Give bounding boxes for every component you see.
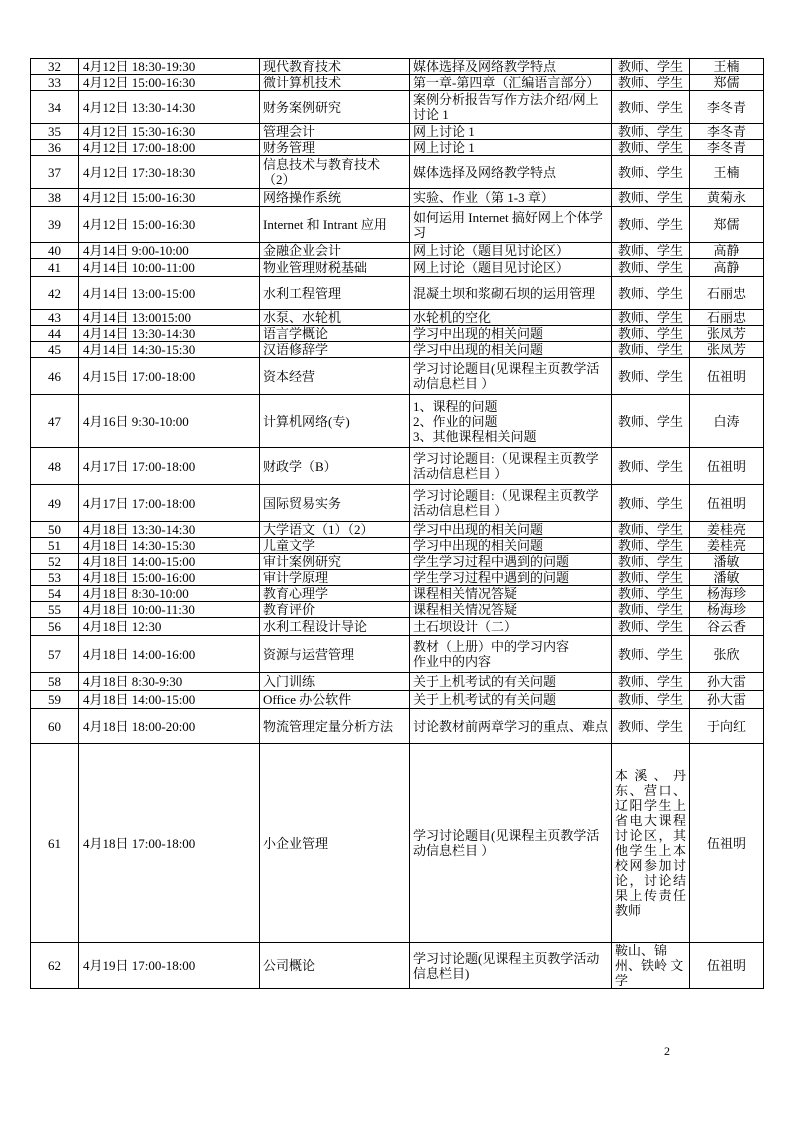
row-audience: 教师、学生 (612, 207, 690, 243)
row-audience: 教师、学生 (612, 59, 690, 75)
row-datetime: 4月12日 15:00-16:30 (79, 75, 260, 91)
row-topic: 学习中出现的相关问题 (410, 342, 612, 358)
row-audience: 教师、学生 (612, 358, 690, 395)
table-row (31, 586, 764, 602)
row-datetime: 4月17日 17:00-18:00 (79, 448, 260, 485)
row-course: 网络操作系统 (260, 189, 410, 207)
row-topic: 学生学习过程中遇到的问题 (410, 554, 612, 570)
row-audience: 教师、学生 (612, 586, 690, 602)
row-audience: 本溪、丹东、营口、辽阳学生上省电大课程讨论区，其他学生上本校网参加讨论，讨论结果上传责任教师 (612, 744, 690, 943)
table-row (31, 189, 764, 207)
row-teacher: 李冬青 (690, 140, 764, 156)
row-course: 财政学（B） (260, 448, 410, 485)
table-row (31, 358, 764, 395)
row-datetime: 4月18日 14:00-15:00 (79, 691, 260, 709)
row-audience: 教师、学生 (612, 189, 690, 207)
row-datetime: 4月18日 8:30-10:00 (79, 586, 260, 602)
row-topic: 关于上机考试的有关问题 (410, 691, 612, 709)
row-teacher: 伍祖明 (690, 744, 764, 943)
table-row (31, 156, 764, 189)
table-row (31, 277, 764, 310)
row-number: 50 (31, 522, 79, 538)
row-number: 42 (31, 277, 79, 310)
row-course: 小企业管理 (260, 744, 410, 943)
row-course: 国际贸易实务 (260, 485, 410, 522)
row-teacher: 高静 (690, 243, 764, 259)
row-course: 入门训练 (260, 673, 410, 691)
table-row (31, 522, 764, 538)
row-datetime: 4月12日 13:30-14:30 (79, 91, 260, 124)
table-row (31, 59, 764, 75)
row-datetime: 4月14日 14:30-15:30 (79, 342, 260, 358)
row-audience: 教师、学生 (612, 243, 690, 259)
row-teacher: 张欣 (690, 636, 764, 673)
row-datetime: 4月19日 17:00-18:00 (79, 943, 260, 989)
row-course: 微计算机技术 (260, 75, 410, 91)
row-topic: 实验、作业（第 1-3 章） (410, 189, 612, 207)
row-teacher: 伍祖明 (690, 485, 764, 522)
table-row (31, 538, 764, 554)
row-number: 60 (31, 709, 79, 744)
row-teacher: 伍祖明 (690, 448, 764, 485)
row-audience: 教师、学生 (612, 156, 690, 189)
table-row (31, 485, 764, 522)
row-topic: 1、课程的问题 2、作业的问题 3、其他课程相关问题 (410, 395, 612, 448)
row-teacher: 于向红 (690, 709, 764, 744)
row-course: 物流管理定量分析方法 (260, 709, 410, 744)
row-audience: 教师、学生 (612, 259, 690, 277)
table-row (31, 691, 764, 709)
table-row (31, 943, 764, 989)
table-row (31, 326, 764, 342)
row-audience: 教师、学生 (612, 140, 690, 156)
row-datetime: 4月12日 18:30-19:30 (79, 59, 260, 75)
row-course: 水泵、水轮机 (260, 310, 410, 326)
row-datetime: 4月18日 14:00-16:00 (79, 636, 260, 673)
row-course: 公司概论 (260, 943, 410, 989)
row-teacher: 石丽忠 (690, 310, 764, 326)
row-audience: 鞍山、锦州、铁岭 文学 (612, 943, 690, 989)
row-number: 62 (31, 943, 79, 989)
row-number: 35 (31, 124, 79, 140)
row-teacher: 王楠 (690, 156, 764, 189)
row-topic: 教材（上册）中的学习内容 作业中的内容 (410, 636, 612, 673)
row-number: 49 (31, 485, 79, 522)
row-teacher: 李冬青 (690, 91, 764, 124)
row-audience: 教师、学生 (612, 75, 690, 91)
row-audience: 教师、学生 (612, 522, 690, 538)
row-number: 34 (31, 91, 79, 124)
row-course: 审计学原理 (260, 570, 410, 586)
row-number: 46 (31, 358, 79, 395)
row-course: 财务案例研究 (260, 91, 410, 124)
row-number: 44 (31, 326, 79, 342)
row-number: 41 (31, 259, 79, 277)
row-audience: 教师、学生 (612, 691, 690, 709)
row-teacher: 李冬青 (690, 124, 764, 140)
row-topic: 水轮机的空化 (410, 310, 612, 326)
row-topic: 学生学习过程中遇到的问题 (410, 570, 612, 586)
row-teacher: 王楠 (690, 59, 764, 75)
row-course: Internet 和 Intrant 应用 (260, 207, 410, 243)
table-row (31, 342, 764, 358)
row-audience: 教师、学生 (612, 448, 690, 485)
row-topic: 媒体选择及网络教学特点 (410, 59, 612, 75)
row-course: 资本经营 (260, 358, 410, 395)
table-row (31, 91, 764, 124)
page-number: 2 (664, 1044, 670, 1058)
row-topic: 课程相关情况答疑 (410, 586, 612, 602)
row-topic: 网上讨论 1 (410, 140, 612, 156)
row-teacher: 姜桂亮 (690, 522, 764, 538)
row-datetime: 4月14日 13:0015:00 (79, 310, 260, 326)
row-number: 57 (31, 636, 79, 673)
row-course: 教育心理学 (260, 586, 410, 602)
row-number: 48 (31, 448, 79, 485)
row-number: 40 (31, 243, 79, 259)
table-row (31, 140, 764, 156)
row-datetime: 4月14日 13:30-14:30 (79, 326, 260, 342)
row-teacher: 石丽忠 (690, 277, 764, 310)
row-datetime: 4月18日 14:30-15:30 (79, 538, 260, 554)
row-course: 资源与运营管理 (260, 636, 410, 673)
row-number: 55 (31, 602, 79, 618)
row-course: 儿童文学 (260, 538, 410, 554)
row-datetime: 4月15日 17:00-18:00 (79, 358, 260, 395)
row-number: 52 (31, 554, 79, 570)
row-topic: 网上讨论（题目见讨论区） (410, 259, 612, 277)
row-datetime: 4月14日 9:00-10:00 (79, 243, 260, 259)
row-course: 审计案例研究 (260, 554, 410, 570)
row-teacher: 伍祖明 (690, 943, 764, 989)
row-datetime: 4月18日 14:00-15:00 (79, 554, 260, 570)
table-row (31, 124, 764, 140)
row-teacher: 潘敏 (690, 570, 764, 586)
row-teacher: 杨海珍 (690, 586, 764, 602)
row-course: Office 办公软件 (260, 691, 410, 709)
row-topic: 关于上机考试的有关问题 (410, 673, 612, 691)
table-row (31, 673, 764, 691)
row-audience: 教师、学生 (612, 636, 690, 673)
row-audience: 教师、学生 (612, 618, 690, 636)
row-audience: 教师、学生 (612, 124, 690, 140)
row-number: 38 (31, 189, 79, 207)
table-row (31, 570, 764, 586)
schedule-rows (31, 59, 764, 989)
table-row (31, 243, 764, 259)
row-course: 计算机网络(专) (260, 395, 410, 448)
row-number: 61 (31, 744, 79, 943)
row-audience: 教师、学生 (612, 277, 690, 310)
row-datetime: 4月12日 17:30-18:30 (79, 156, 260, 189)
row-course: 教育评价 (260, 602, 410, 618)
row-number: 58 (31, 673, 79, 691)
row-number: 43 (31, 310, 79, 326)
row-audience: 教师、学生 (612, 570, 690, 586)
table-row (31, 618, 764, 636)
row-topic: 学习中出现的相关问题 (410, 326, 612, 342)
schedule-table (30, 58, 764, 989)
row-topic: 如何运用 Internet 搞好网上个体学习 (410, 207, 612, 243)
row-datetime: 4月18日 18:00-20:00 (79, 709, 260, 744)
row-course: 金融企业会计 (260, 243, 410, 259)
row-course: 现代教育技术 (260, 59, 410, 75)
row-number: 39 (31, 207, 79, 243)
row-teacher: 张凤芳 (690, 326, 764, 342)
table-row (31, 602, 764, 618)
row-audience: 教师、学生 (612, 342, 690, 358)
row-course: 汉语修辞学 (260, 342, 410, 358)
row-course: 水利工程设计导论 (260, 618, 410, 636)
row-datetime: 4月12日 15:00-16:30 (79, 207, 260, 243)
row-audience: 教师、学生 (612, 485, 690, 522)
table-row (31, 448, 764, 485)
row-datetime: 4月16日 9:30-10:00 (79, 395, 260, 448)
row-datetime: 4月17日 17:00-18:00 (79, 485, 260, 522)
row-topic: 网上讨论（题目见讨论区） (410, 243, 612, 259)
row-course: 大学语文（1）（2） (260, 522, 410, 538)
row-topic: 第一章-第四章（汇编语言部分） (410, 75, 612, 91)
row-audience: 教师、学生 (612, 326, 690, 342)
row-course: 管理会计 (260, 124, 410, 140)
row-course: 信息技术与教育技术（2） (260, 156, 410, 189)
row-number: 53 (31, 570, 79, 586)
row-datetime: 4月18日 17:00-18:00 (79, 744, 260, 943)
row-teacher: 张凤芳 (690, 342, 764, 358)
row-datetime: 4月14日 10:00-11:00 (79, 259, 260, 277)
row-datetime: 4月18日 8:30-9:30 (79, 673, 260, 691)
row-audience: 教师、学生 (612, 395, 690, 448)
row-number: 54 (31, 586, 79, 602)
table-row (31, 554, 764, 570)
table-row (31, 207, 764, 243)
row-teacher: 高静 (690, 259, 764, 277)
row-number: 37 (31, 156, 79, 189)
row-teacher: 孙大雷 (690, 673, 764, 691)
row-number: 36 (31, 140, 79, 156)
row-datetime: 4月18日 13:30-14:30 (79, 522, 260, 538)
row-datetime: 4月18日 15:00-16:00 (79, 570, 260, 586)
row-audience: 教师、学生 (612, 602, 690, 618)
row-topic: 土石坝设计（二） (410, 618, 612, 636)
row-audience: 教师、学生 (612, 310, 690, 326)
table-row (31, 259, 764, 277)
row-topic: 学习中出现的相关问题 (410, 522, 612, 538)
row-teacher: 杨海珍 (690, 602, 764, 618)
row-topic: 网上讨论 1 (410, 124, 612, 140)
row-teacher: 白涛 (690, 395, 764, 448)
table-row (31, 744, 764, 943)
row-course: 财务管理 (260, 140, 410, 156)
row-topic: 课程相关情况答疑 (410, 602, 612, 618)
row-topic: 媒体选择及网络教学特点 (410, 156, 612, 189)
row-audience: 教师、学生 (612, 554, 690, 570)
row-teacher: 孙大雷 (690, 691, 764, 709)
row-audience: 教师、学生 (612, 673, 690, 691)
table-row (31, 75, 764, 91)
row-number: 51 (31, 538, 79, 554)
row-number: 59 (31, 691, 79, 709)
row-topic: 学习中出现的相关问题 (410, 538, 612, 554)
row-audience: 教师、学生 (612, 91, 690, 124)
row-teacher: 黄菊永 (690, 189, 764, 207)
row-teacher: 伍祖明 (690, 358, 764, 395)
row-datetime: 4月12日 17:00-18:00 (79, 140, 260, 156)
row-topic: 学习讨论题目:（见课程主页教学活动信息栏目 ） (410, 448, 612, 485)
table-row (31, 395, 764, 448)
row-audience: 教师、学生 (612, 538, 690, 554)
row-course: 语言学概论 (260, 326, 410, 342)
row-datetime: 4月12日 15:00-16:30 (79, 189, 260, 207)
row-topic: 讨论教材前两章学习的重点、难点 (410, 709, 612, 744)
row-number: 32 (31, 59, 79, 75)
row-course: 物业管理财税基础 (260, 259, 410, 277)
row-datetime: 4月14日 13:00-15:00 (79, 277, 260, 310)
row-teacher: 潘敏 (690, 554, 764, 570)
row-topic: 混凝土坝和浆砌石坝的运用管理 (410, 277, 612, 310)
row-number: 33 (31, 75, 79, 91)
table-row (31, 310, 764, 326)
row-topic: 学习讨论题目(见课程主页教学活动信息栏目 ） (410, 744, 612, 943)
row-topic: 案例分析报告写作方法介绍/网上讨论 1 (410, 91, 612, 124)
row-topic: 学习讨论题目(见课程主页教学活动信息栏目 ） (410, 358, 612, 395)
table-row (31, 636, 764, 673)
row-course: 水利工程管理 (260, 277, 410, 310)
row-teacher: 郑儒 (690, 75, 764, 91)
row-number: 45 (31, 342, 79, 358)
row-datetime: 4月18日 12:30 (79, 618, 260, 636)
table-row (31, 709, 764, 744)
row-topic: 学习讨论题(见课程主页教学活动信息栏目) (410, 943, 612, 989)
row-audience: 教师、学生 (612, 709, 690, 744)
row-teacher: 谷云香 (690, 618, 764, 636)
row-teacher: 郑儒 (690, 207, 764, 243)
row-teacher: 姜桂亮 (690, 538, 764, 554)
row-number: 47 (31, 395, 79, 448)
row-topic: 学习讨论题目:（见课程主页教学活动信息栏目 ） (410, 485, 612, 522)
row-datetime: 4月18日 10:00-11:30 (79, 602, 260, 618)
row-number: 56 (31, 618, 79, 636)
row-datetime: 4月12日 15:30-16:30 (79, 124, 260, 140)
